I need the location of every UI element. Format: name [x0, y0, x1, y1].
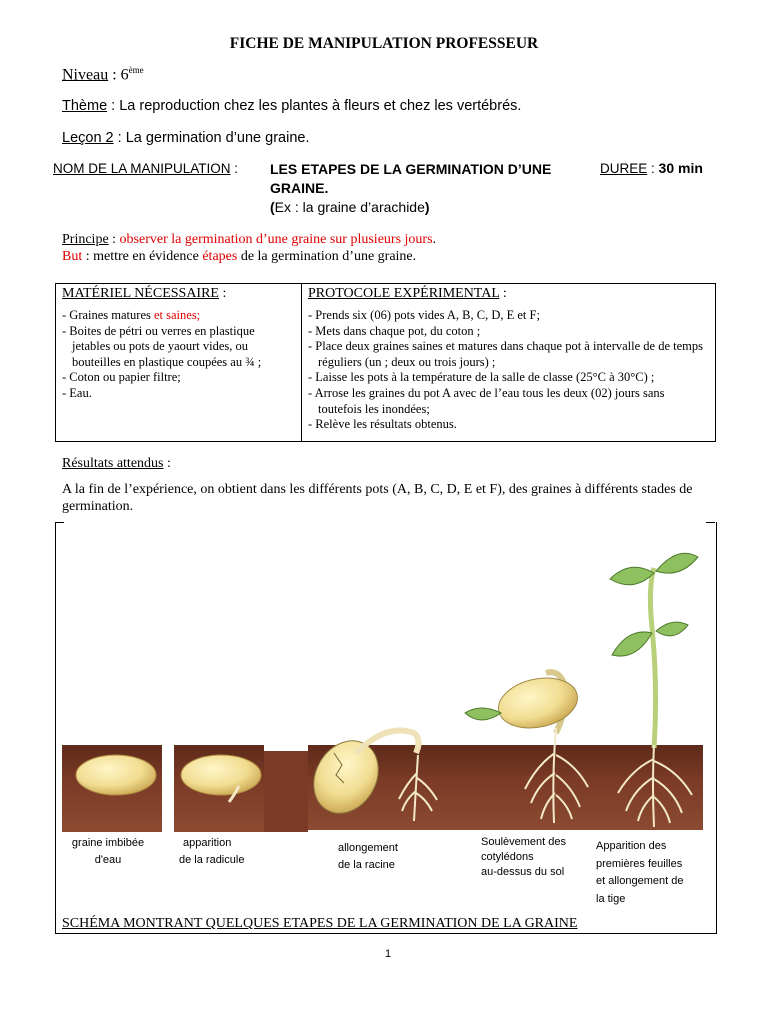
- protocole-header-text: PROTOCOLE EXPÉRIMENTAL: [308, 286, 500, 301]
- stem-stage-5: [650, 568, 655, 748]
- materiel-item: [62, 308, 295, 324]
- caption-line: premières feuilles: [596, 857, 683, 870]
- protocole-header-sep: :: [499, 286, 507, 301]
- theme-line: [62, 98, 521, 114]
- manip-name: [270, 160, 551, 198]
- principe-label: Principe: [62, 232, 109, 247]
- duree-value: 30 min: [658, 160, 703, 176]
- schema-title: SCHÉMA MONTRANT QUELQUES ETAPES DE LA GERMINATION DE LA GRAINE: [62, 916, 578, 931]
- protocole-item: - Relève les résultats obtenus.: [308, 417, 457, 432]
- example-text: Ex : la graine d’arachide: [274, 199, 425, 215]
- niveau-sup: ème: [128, 65, 144, 75]
- caption-line: au-dessus du sol: [481, 866, 565, 878]
- caption-line: cotylédons: [481, 851, 534, 863]
- manip-name-line2: GRAINE.: [270, 180, 329, 196]
- seed-stage-2: [181, 755, 261, 795]
- but-line: [62, 249, 416, 265]
- but-text1: : mettre en évidence: [82, 249, 203, 264]
- caption-stage-5: [596, 838, 683, 908]
- example-close: ): [424, 199, 430, 215]
- lecon-label: Leçon 2: [62, 130, 114, 146]
- soil-strip-4: [264, 751, 308, 832]
- materiel-header-sep: :: [218, 286, 227, 301]
- protocole-cell: [302, 284, 716, 442]
- lecon-line: [62, 130, 310, 146]
- leaf-stage-5-top-right: [656, 553, 698, 573]
- duree-sep: :: [647, 161, 659, 176]
- materiel-item: - Coton ou papier filtre;: [62, 370, 181, 385]
- caption-line: Apparition des: [596, 840, 667, 852]
- resultats-text: A la fin de l’expérience, on obtient dans les différents pots (A, B, C, D, E et F), des graines à différents stades de germination.: [62, 482, 693, 514]
- materiel-header-text: MATÉRIEL NÉCESSAIRE: [62, 286, 219, 301]
- protocole-header: [308, 286, 709, 302]
- niveau-line: [62, 65, 144, 84]
- but-text2: de la germination d’une graine.: [237, 249, 417, 264]
- page-number: 1: [384, 948, 392, 960]
- cotyledons-stage-4: [494, 671, 582, 735]
- caption-line: la tige: [596, 892, 626, 905]
- page-title: FICHE DE MANIPULATION PROFESSEUR: [229, 35, 539, 52]
- materiel-item: - Boites de pétri ou verres en plastique jetables ou pots de yaourt vides, ou bouteilles en plastique coupées au ¾ ;: [62, 323, 262, 369]
- duree: [600, 160, 703, 176]
- principe-end: .: [432, 232, 437, 247]
- materials-protocol-table: [55, 283, 716, 442]
- caption-line: apparition: [183, 837, 232, 849]
- caption-line: et allongement de: [596, 875, 684, 887]
- niveau-value: : 6: [108, 66, 129, 84]
- example-open: (: [270, 199, 275, 215]
- leaf-stage-5-top-left: [610, 567, 654, 585]
- theme-label: Thème: [62, 98, 108, 114]
- protocole-item: - Place deux graines saines et matures dans chaque pot à intervalle de de temps réguliers (un ; deux ou trois jours) ;: [308, 339, 703, 369]
- protocole-item: - Prends six (06) pots vides A, B, C, D, E et F;: [308, 308, 540, 322]
- caption-line: allongement: [338, 842, 398, 854]
- principe-text: observer la germination d’une graine sur plusieurs jours: [119, 232, 433, 247]
- materiel-cell: [56, 284, 302, 442]
- theme-value: : La reproduction chez les plantes à fleurs et chez les vertébrés.: [107, 98, 522, 114]
- caption-line: de la radicule: [179, 854, 245, 866]
- materiel-item1-b: et saines;: [153, 308, 201, 322]
- lecon-value: : La germination d’une graine.: [113, 130, 310, 146]
- seed-stage-1: [76, 755, 156, 795]
- protocole-item: - Mets dans chaque pot, du coton ;: [308, 323, 481, 338]
- caption-line: graine imbibée: [71, 837, 145, 849]
- principe-line: [62, 232, 436, 248]
- leaf-stage-5-mid-right: [656, 622, 688, 636]
- manip-label-line: [53, 161, 238, 176]
- duree-label: DUREE: [600, 161, 648, 176]
- leaf-stage-5-mid-left: [612, 632, 652, 656]
- protocole-item: - Laisse les pots à la température de la salle de classe (25°C à 30°C) ;: [308, 370, 655, 385]
- caption-stage-2: [179, 835, 244, 869]
- but-highlight: étapes: [202, 249, 238, 264]
- leaf-stage-4: [465, 708, 501, 720]
- resultats-sep: :: [163, 456, 171, 471]
- germination-illustration: [56, 523, 714, 833]
- materiel-item: - Eau.: [62, 385, 92, 400]
- protocole-item: - Arrose les graines du pot A avec de l’eau tous les deux (02) jours sans toutefois les inondées;: [308, 385, 665, 416]
- manip-name-line1: LES ETAPES DE LA GERMINATION D’UNE: [270, 161, 552, 177]
- manip-example: [270, 199, 430, 215]
- caption-stage-1: [68, 835, 148, 869]
- but-label: But: [62, 249, 83, 264]
- resultats-label-line: [62, 456, 171, 472]
- caption-line: d'eau: [94, 854, 122, 866]
- principe-sep: :: [108, 232, 120, 247]
- manip-label: NOM DE LA MANIPULATION: [53, 161, 231, 176]
- caption-stage-3: [338, 840, 398, 874]
- caption-stage-4: [481, 835, 566, 880]
- niveau-label: Niveau: [62, 66, 109, 84]
- manip-sep: :: [230, 161, 239, 176]
- caption-line: Soulèvement des: [481, 836, 566, 848]
- resultats-label: Résultats attendus: [62, 456, 164, 471]
- materiel-header: [62, 286, 295, 302]
- materiel-item1-a: - Graines matures: [62, 308, 154, 322]
- caption-line: de la racine: [338, 859, 395, 871]
